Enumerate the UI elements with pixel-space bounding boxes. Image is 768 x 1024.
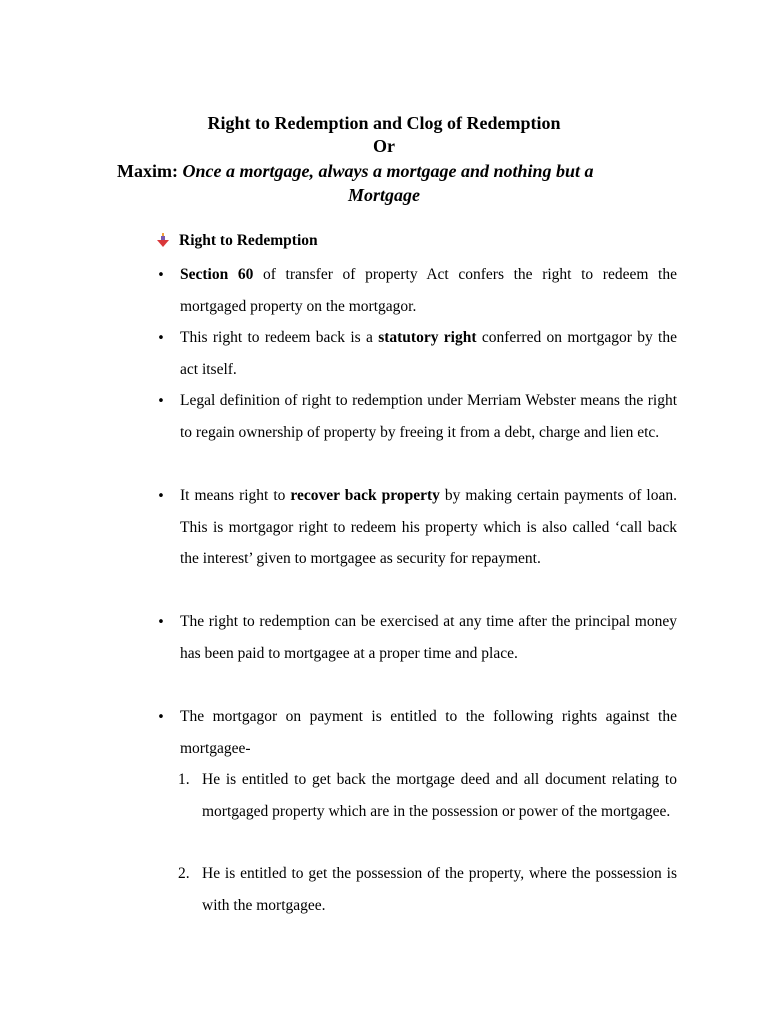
item-text: by making certain payments of loan. This is mortgagor right to redeem his property which is also called ‘call back the interest’ given to mortgagee as security for repayment. bbox=[180, 487, 677, 567]
list-item bbox=[180, 322, 677, 385]
item-number: 1. bbox=[178, 771, 190, 788]
list-item bbox=[180, 259, 677, 322]
item-text: He is entitled to get the possession of the property, where the possession is with the mortgagee. bbox=[202, 865, 677, 914]
document-title: Right to Redemption and Clog of Redemption bbox=[207, 113, 561, 133]
item-text: The mortgagor on payment is entitled to the following rights against the mortgagee- bbox=[180, 708, 677, 757]
bullet-icon bbox=[156, 701, 166, 734]
maxim-end: Mortgage bbox=[348, 185, 420, 205]
item-text: of transfer of property Act confers the right to redeem the mortgaged property on the mortgagor. bbox=[180, 266, 677, 315]
bullet-icon bbox=[156, 385, 166, 418]
item-text: This right to redeem back is a bbox=[180, 329, 379, 346]
maxim-line bbox=[117, 160, 594, 182]
list-item bbox=[180, 606, 677, 669]
item-text: It means right to bbox=[180, 487, 291, 504]
maxim-label: Maxim: bbox=[117, 161, 178, 181]
bullet-icon bbox=[156, 480, 166, 513]
bold-text: Section 60 bbox=[180, 266, 254, 283]
maxim-text: Once a mortgage, always a mortgage and nothing but a bbox=[182, 161, 594, 181]
title-or: Or bbox=[373, 136, 395, 156]
list-item bbox=[180, 701, 677, 764]
bold-text: recover back property bbox=[290, 487, 440, 504]
bullet-icon bbox=[156, 322, 166, 355]
numbered-item bbox=[178, 858, 677, 921]
bullet-icon bbox=[156, 606, 166, 639]
item-text: The right to redemption can be exercised at any time after the principal money has been paid to mortgagee at a proper time and place. bbox=[180, 613, 677, 662]
item-text: He is entitled to get back the mortgage deed and all document relating to mortgaged property which are in the possession or power of the mortgagee. bbox=[202, 771, 677, 820]
section-heading bbox=[157, 231, 318, 251]
list-item bbox=[180, 385, 677, 448]
section-heading-text: Right to Redemption bbox=[179, 232, 318, 249]
numbered-item bbox=[178, 764, 677, 827]
bold-text: statutory right bbox=[378, 329, 477, 346]
arrow-down-icon bbox=[157, 233, 169, 247]
bullet-icon bbox=[156, 259, 166, 292]
list-item bbox=[180, 480, 677, 575]
item-text: conferred on mortgagor by the act itself. bbox=[180, 329, 677, 378]
item-number: 2. bbox=[178, 865, 190, 882]
item-text: Legal definition of right to redemption under Merriam Webster means the right to regain ownership of property by freeing it from a debt, charge and lien etc. bbox=[180, 392, 677, 441]
